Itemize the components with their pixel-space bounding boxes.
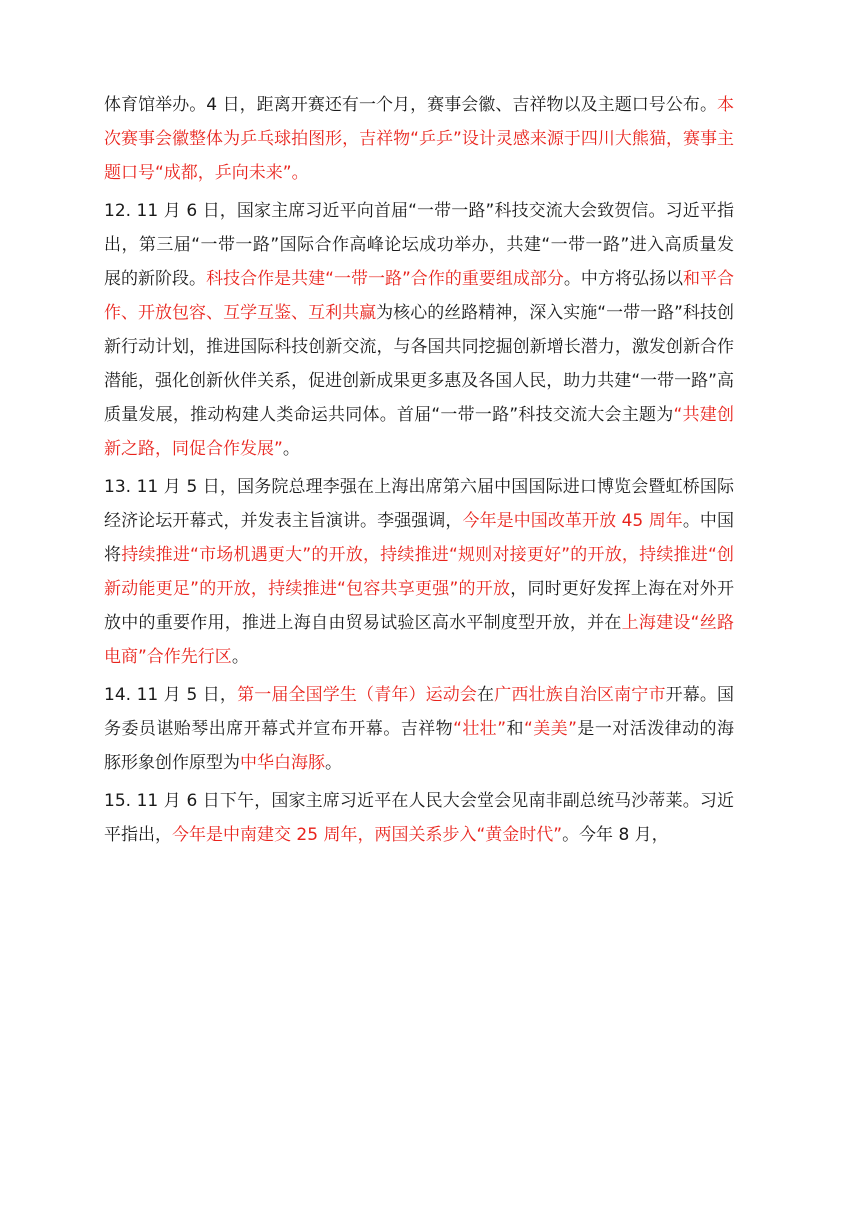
- highlighted-text: 科技合作是共建“一带一路”合作的重要组成部分: [206, 269, 564, 289]
- text-segment: 15. 11 月 6 日下午，国家主席习近平在人民大会堂会见南非副总统马沙蒂莱。习近平指出，: [104, 791, 734, 845]
- text-segment: 。今年 8 月，: [562, 825, 669, 845]
- text-segment: 。: [231, 647, 249, 667]
- text-segment: 13. 11 月 5 日，国务院总理李强在上海出席第六届中国国际进口博览会暨虹桥国际经济论坛开幕式，并发表主旨演讲。李强强调，: [104, 477, 734, 531]
- text-segment: 和: [506, 719, 524, 739]
- highlighted-text: 广西壮族自治区南宁市: [494, 685, 666, 705]
- highlighted-text: 上海建设“丝路电商”合作先行区: [104, 613, 734, 667]
- highlighted-text: 中华白海豚: [240, 753, 325, 773]
- text-segment: 体育馆举办。4 日，距离开赛还有一个月，赛事会徽、吉祥物以及主题口号公布。: [104, 95, 717, 115]
- paragraph-13: [104, 470, 734, 674]
- highlighted-text: “共建创新之路，同促合作发展”: [104, 405, 734, 459]
- text-segment: 。: [282, 439, 300, 459]
- text-segment: 。中方将弘扬以: [563, 269, 683, 289]
- highlighted-text: 第一届全国学生（青年）运动会: [237, 685, 478, 705]
- text-segment: 。: [325, 753, 342, 773]
- paragraph-14: [104, 678, 734, 780]
- text-segment: 14. 11 月 5 日，: [104, 685, 238, 705]
- text-segment: 。中国将: [104, 511, 735, 565]
- paragraph-11-continued: [104, 88, 734, 190]
- text-segment: 开幕。国务委员谌贻琴出席开幕式并宣布开幕。吉祥物: [104, 685, 735, 739]
- highlighted-text: 持续推进“市场机遇更大”的开放，持续推进“规则对接更好”的开放，持续推进“创新动能更足”的开放，持续推进“包容共享更强”的开放: [104, 545, 734, 599]
- highlighted-text: “美美”: [523, 719, 577, 739]
- text-segment: 为核心的丝路精神，深入实施“一带一路”科技创新行动计划，推进国际科技创新交流，与各国共同挖掘创新增长潜力，激发创新合作潜能，强化创新伙伴关系，促进创新成果更多惠及各国人民，助力共建“一带一路”高质量发展，推动构建人类命运共同体。首届“一带一路”科技交流大会主题为: [104, 303, 734, 425]
- highlighted-text: 今年是中南建交 25 周年，两国关系步入“黄金时代”: [172, 825, 563, 845]
- text-segment: 在: [477, 685, 495, 705]
- highlighted-text: “壮壮”: [453, 719, 507, 739]
- text-segment: 12. 11 月 6 日，国家主席习近平向首届“一带一路”科技交流大会致贺信。习近平指出，第三届“一带一路”国际合作高峰论坛成功举办，共建“一带一路”进入高质量发展的新阶段。: [104, 201, 734, 289]
- highlighted-text: 今年是中国改革开放 45 周年: [462, 511, 683, 531]
- document-body: [104, 88, 734, 852]
- highlighted-text: 本次赛事会徽整体为乒乓球拍图形，吉祥物“乒乒”设计灵感来源于四川大熊猫，赛事主题口号“成都，乒向未来”。: [104, 95, 734, 183]
- paragraph-12: [104, 194, 734, 466]
- highlighted-text: 和平合作、开放包容、互学互鉴、互利共赢: [104, 269, 735, 323]
- text-segment: ，同时更好发挥上海在对外开放中的重要作用，推进上海自由贸易试验区高水平制度型开放，并在: [104, 579, 735, 633]
- text-segment: 是一对活泼律动的海豚形象创作原型为: [104, 719, 735, 773]
- paragraph-15: [104, 784, 734, 852]
